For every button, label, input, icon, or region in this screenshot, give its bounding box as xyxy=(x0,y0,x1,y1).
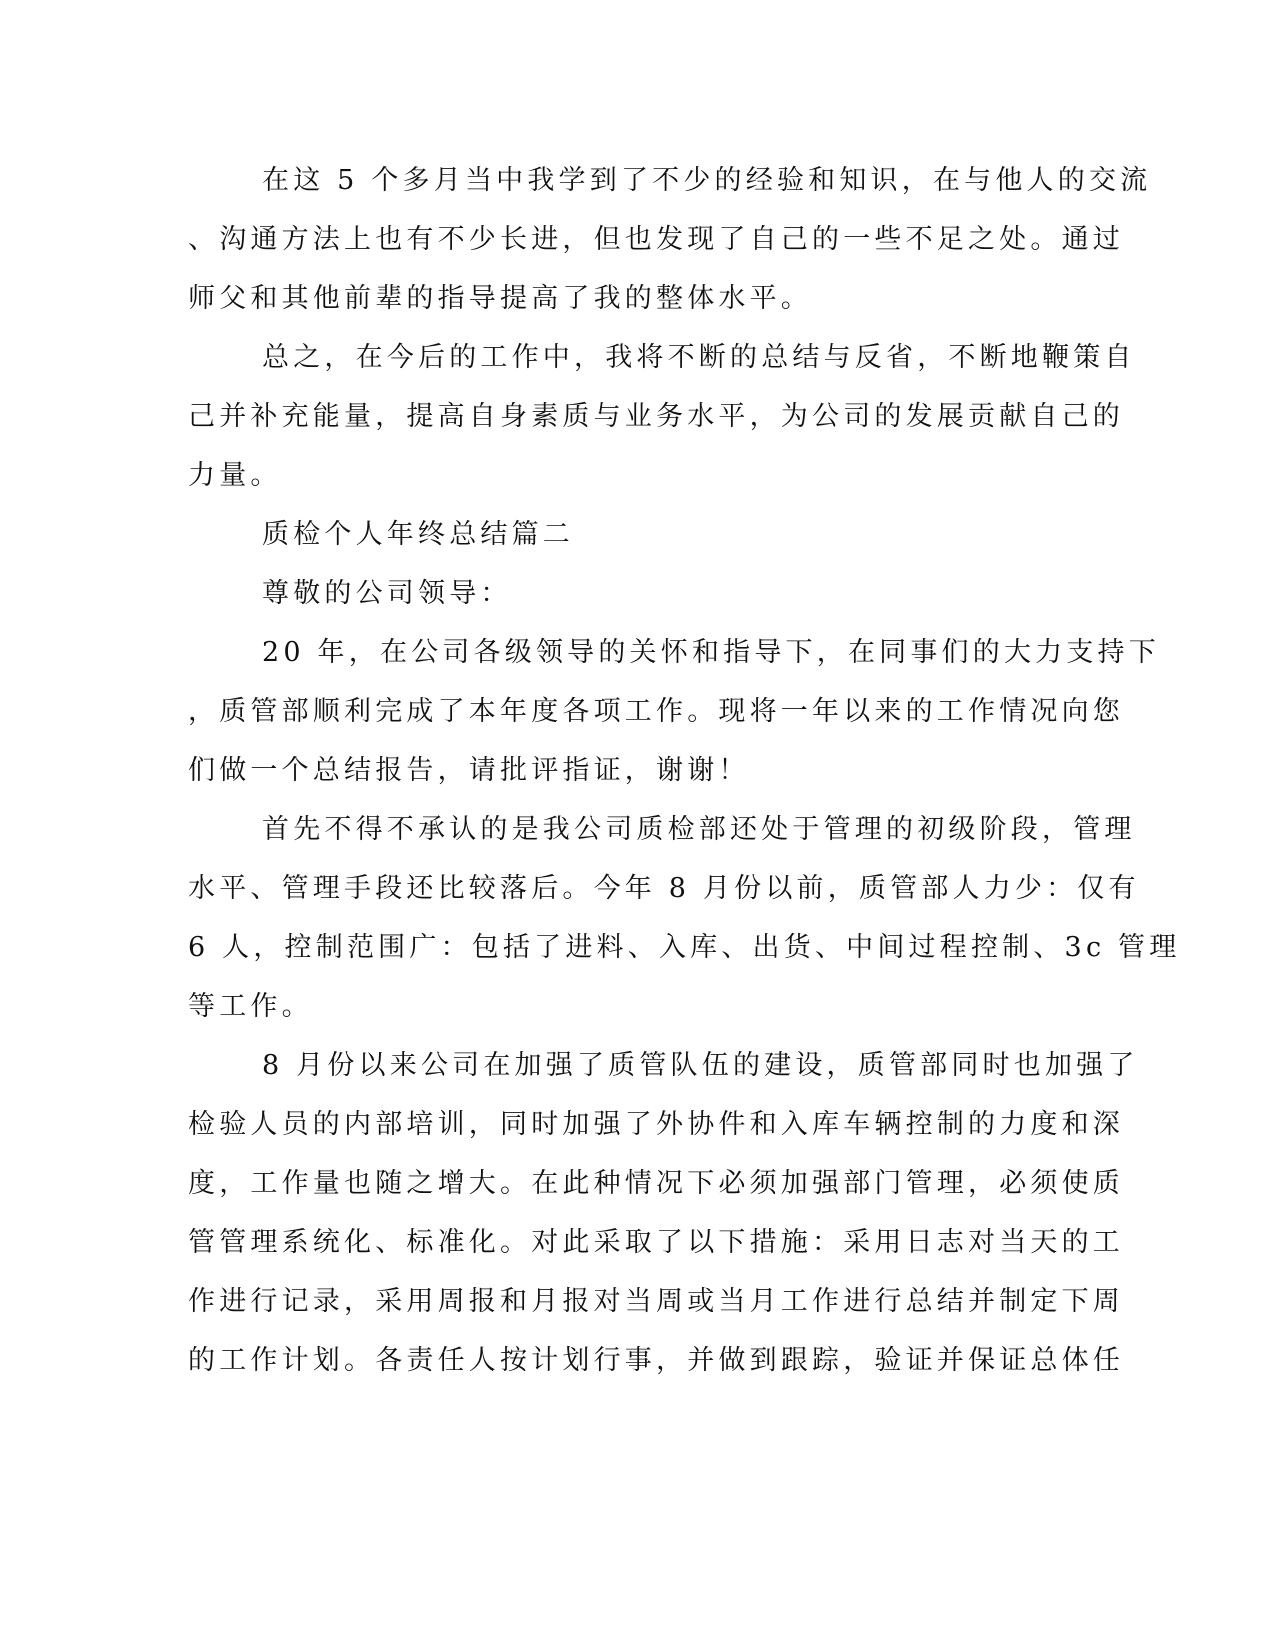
text-line: 等工作。 xyxy=(188,991,313,1022)
text-line: 6 人，控制范围广：包括了进料、入库、出货、中间过程控制、3c 管理 xyxy=(188,932,1181,963)
text-line: 在这 5 个多月当中我学到了不少的经验和知识，在与他人的交流 xyxy=(262,165,1152,196)
text-line: 管管理系统化、标准化。对此采取了以下措施：采用日志对当天的工 xyxy=(188,1227,1124,1258)
salutation: 尊敬的公司领导： xyxy=(262,578,512,609)
text-line: 师父和其他前辈的指导提高了我的整体水平。 xyxy=(188,283,812,314)
text-line: 们做一个总结报告，请批评指证，谢谢！ xyxy=(188,755,750,786)
section-heading: 质检个人年终总结篇二 xyxy=(262,519,574,550)
text-line: 20 年，在公司各级领导的关怀和指导下，在同事们的大力支持下 xyxy=(262,637,1160,668)
text-line: 作进行记录，采用周报和月报对当周或当月工作进行总结并制定下周 xyxy=(188,1286,1124,1317)
text-line: 水平、管理手段还比较落后。今年 8 月份以前，质管部人力少：仅有 xyxy=(188,873,1140,904)
text-line: ，质管部顺利完成了本年度各项工作。现将一年以来的工作情况向您 xyxy=(188,696,1124,727)
text-line: 首先不得不承认的是我公司质检部还处于管理的初级阶段，管理 xyxy=(262,814,1136,845)
text-line: 的工作计划。各责任人按计划行事，并做到跟踪，验证并保证总体任 xyxy=(188,1345,1124,1376)
text-line: 检验人员的内部培训，同时加强了外协件和入库车辆控制的力度和深 xyxy=(188,1109,1124,1140)
text-line: 总之，在今后的工作中，我将不断的总结与反省，不断地鞭策自 xyxy=(262,342,1136,373)
text-line: 、沟通方法上也有不少长进，但也发现了自己的一些不足之处。通过 xyxy=(188,224,1124,255)
text-line: 度，工作量也随之增大。在此种情况下必须加强部门管理，必须使质 xyxy=(188,1168,1124,1199)
text-line: 己并补充能量，提高自身素质与业务水平，为公司的发展贡献自己的 xyxy=(188,401,1124,432)
text-line: 力量。 xyxy=(188,460,282,491)
text-line: 8 月份以来公司在加强了质管队伍的建设，质管部同时也加强了 xyxy=(262,1050,1139,1081)
